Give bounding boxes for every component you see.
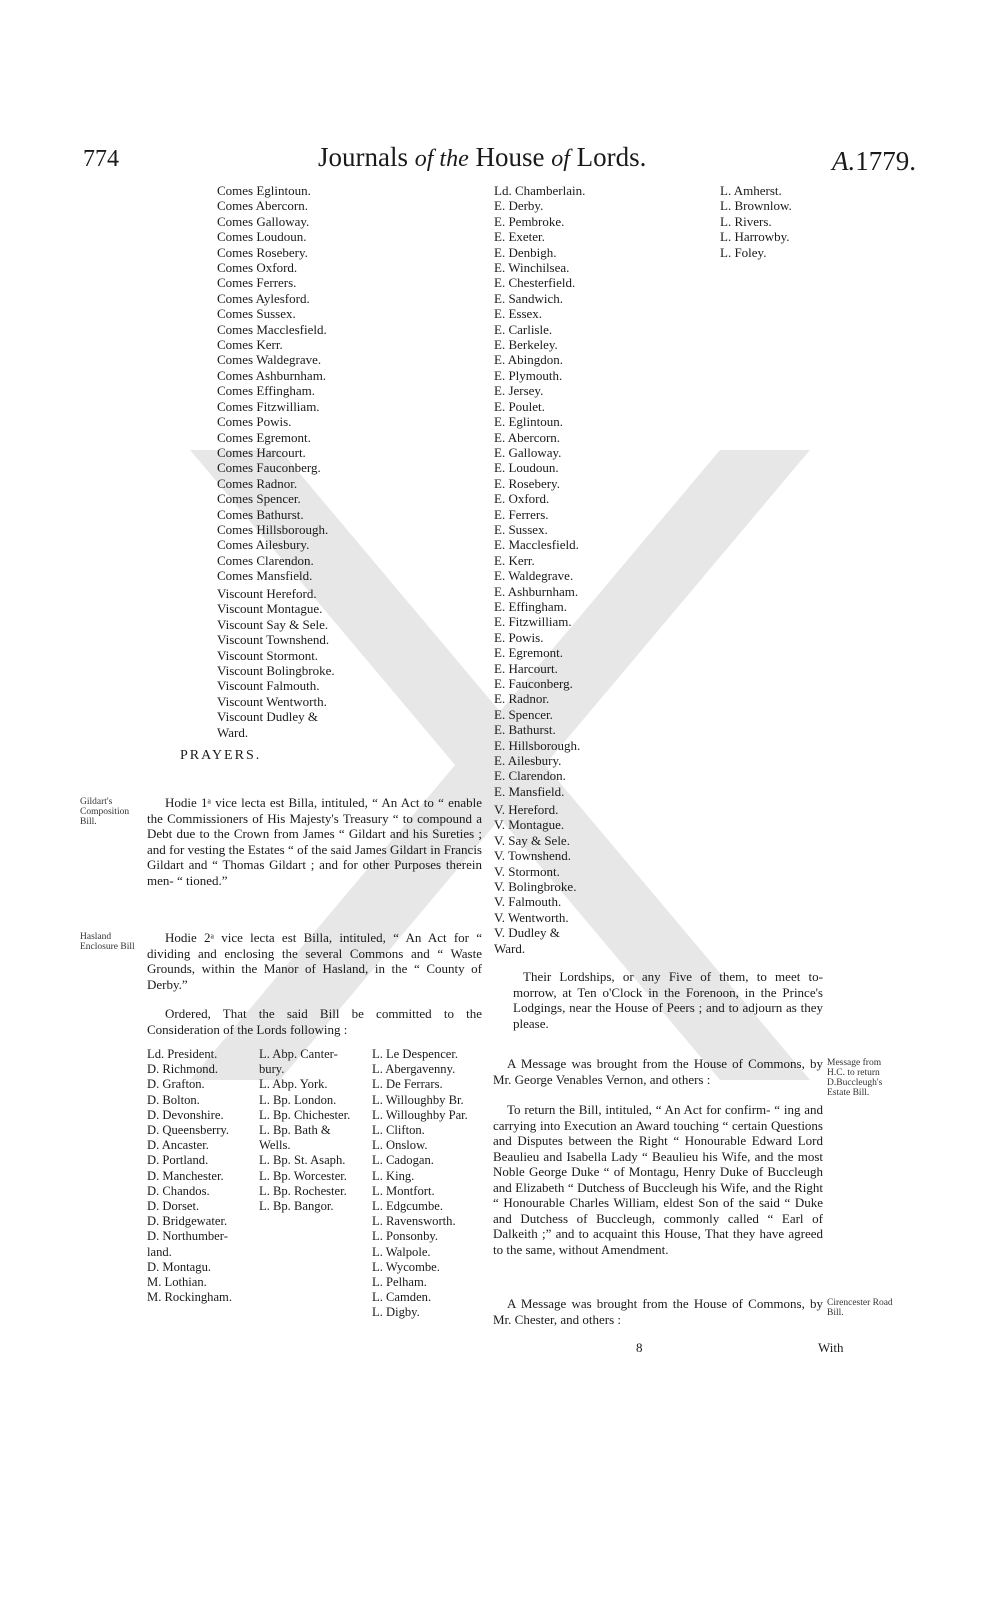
list-item: L. Bp. Worcester.: [259, 1168, 347, 1183]
list-item: L. Bp. Bangor.: [259, 1199, 334, 1214]
year-label: [832, 146, 916, 177]
list-item: Comes Powis.: [217, 414, 292, 430]
list-item: D. Bridgewater.: [147, 1214, 228, 1229]
list-item: Comes Ashburnham.: [217, 367, 327, 383]
column-1-viscount-list: [217, 586, 497, 740]
list-item: L. Willoughby Par.: [372, 1107, 468, 1122]
list-item: E. Loudoun.: [494, 460, 559, 476]
title-word-of: of: [551, 146, 570, 172]
list-item: land.: [147, 1244, 172, 1259]
list-item: D. Grafton.: [147, 1077, 205, 1092]
list-item: E. Fitzwilliam.: [494, 614, 572, 630]
list-item: Comes Eglintoun.: [217, 183, 311, 198]
list-item: E. Chesterfield.: [494, 275, 576, 291]
lords-list-c: [372, 1047, 492, 1321]
list-item: E. Sussex.: [494, 521, 548, 537]
list-item: Comes Oxford.: [217, 260, 298, 276]
list-item: Comes Sussex.: [217, 306, 296, 322]
signature-mark: 8: [636, 1340, 643, 1355]
list-item: Comes Waldegrave.: [217, 352, 322, 368]
list-item: Viscount Say & Sele.: [217, 616, 329, 632]
meet-paragraph: Their Lordships, or any Five of them, to meet to- morrow, at Ten o'Clock in the Forenoon, in the Prince's Lodgings, near the House of Peers ; and to adjourn as they please.: [513, 969, 823, 1031]
list-item: D. Ancaster.: [147, 1138, 209, 1153]
list-item: L. Ponsonby.: [372, 1229, 439, 1244]
list-item: V. Bolingbroke.: [494, 879, 577, 895]
list-item: L. Montfort.: [372, 1183, 435, 1198]
list-item: D. Chandos.: [147, 1183, 210, 1198]
list-item: D. Dorset.: [147, 1199, 200, 1214]
list-item: L. Walpole.: [372, 1244, 431, 1259]
list-item: E. Sandwich.: [494, 290, 563, 306]
list-item: Viscount Hereford.: [217, 586, 317, 601]
list-item: Comes Mansfield.: [217, 568, 313, 584]
list-item: E. Clarendon.: [494, 768, 566, 784]
list-item: M. Lothian.: [147, 1275, 207, 1290]
list-item: Viscount Bolingbroke.: [217, 663, 335, 679]
list-item: E. Waldegrave.: [494, 568, 574, 584]
margin-note-cirencester: Cirencester Road Bill.: [827, 1298, 893, 1318]
list-item: E. Harcourt.: [494, 660, 558, 676]
list-item: D. Northumber-: [147, 1229, 228, 1244]
list-item: Comes Fauconberg.: [217, 460, 321, 476]
list-item: E. Berkeley.: [494, 337, 558, 353]
margin-note-buccleugh: Message from H.C. to return D.Buccleugh's Estate Bill.: [827, 1058, 883, 1098]
list-item: Comes Ailesbury.: [217, 537, 310, 553]
title-word-house: House: [475, 142, 545, 172]
list-item: Wells.: [259, 1138, 291, 1153]
list-item: L. Pelham.: [372, 1275, 427, 1290]
list-item: Comes Effingham.: [217, 383, 315, 399]
list-item: Ward.: [494, 940, 526, 956]
list-item: E. Mansfield.: [494, 783, 565, 799]
list-item: L. Rivers.: [720, 213, 772, 229]
list-item: E. Radnor.: [494, 691, 550, 707]
list-item: E. Macclesfield.: [494, 537, 579, 553]
list-item: L. Clifton.: [372, 1123, 425, 1138]
list-item: E. Ferrers.: [494, 506, 549, 522]
list-item: E. Ashburnham.: [494, 583, 579, 599]
list-item: L. Willoughby Br.: [372, 1092, 464, 1107]
hasland-bill-paragraph: Hodie 2ᵃ vice lecta est Billa, intituled, “ An Act for “ dividing and enclosing the several Commons and “ Waste Grounds, within the Manor of Hasland, in the “ County of Derby.”: [147, 930, 482, 992]
list-item: D. Bolton.: [147, 1092, 200, 1107]
list-item: V. Stormont.: [494, 863, 560, 879]
lords-list-a: [147, 1047, 257, 1305]
list-item: D. Richmond.: [147, 1062, 219, 1077]
list-item: L. Camden.: [372, 1290, 432, 1305]
list-item: Viscount Dudley &: [217, 709, 319, 725]
list-item: E. Oxford.: [494, 491, 550, 507]
column-3-lords-list: [720, 183, 920, 260]
column-1-comes-list: [217, 183, 497, 584]
list-item: E. Spencer.: [494, 706, 553, 722]
list-item: L. De Ferrars.: [372, 1077, 443, 1092]
column-2-earls-list: [494, 183, 734, 799]
list-item: E. Jersey.: [494, 383, 544, 399]
list-item: Comes Aylesford.: [217, 290, 310, 306]
list-item: Comes Galloway.: [217, 213, 310, 229]
column-2-viscount-list: [494, 802, 734, 956]
list-item: L. Wycombe.: [372, 1259, 440, 1274]
title-word-of-the: of the: [414, 146, 469, 172]
list-item: D. Queensberry.: [147, 1123, 230, 1138]
title-word-journals: Journals: [318, 142, 408, 172]
list-item: L. Foley.: [720, 244, 767, 260]
list-item: E. Effingham.: [494, 598, 568, 614]
title-word-lords: Lords.: [576, 142, 647, 172]
list-item: E. Carlisle.: [494, 321, 553, 337]
list-item: E. Plymouth.: [494, 367, 563, 383]
list-item: L. Le Despencer.: [372, 1047, 459, 1061]
list-item: Viscount Townshend.: [217, 632, 330, 648]
list-item: Comes Abercorn.: [217, 198, 308, 214]
list-item: Comes Ferrers.: [217, 275, 297, 291]
list-item: D. Portland.: [147, 1153, 209, 1168]
list-item: Comes Kerr.: [217, 337, 283, 353]
list-item: E. Egremont.: [494, 645, 563, 661]
list-item: V. Dudley &: [494, 925, 560, 941]
list-item: V. Say & Sele.: [494, 832, 570, 848]
list-item: L. Abergavenny.: [372, 1062, 456, 1077]
list-item: Comes Bathurst.: [217, 506, 304, 522]
list-item: V. Falmouth.: [494, 894, 562, 910]
list-item: E. Rosebery.: [494, 475, 560, 491]
list-item: L. King.: [372, 1168, 415, 1183]
list-item: L. Bp. Chichester.: [259, 1107, 351, 1122]
list-item: Comes Harcourt.: [217, 444, 306, 460]
list-item: E. Derby.: [494, 198, 544, 214]
list-item: D. Montagu.: [147, 1259, 212, 1274]
list-item: Viscount Falmouth.: [217, 678, 320, 694]
list-item: L. Harrowby.: [720, 229, 790, 245]
list-item: Comes Spencer.: [217, 491, 301, 507]
list-item: V. Townshend.: [494, 848, 571, 864]
list-item: L. Bp. Bath &: [259, 1123, 331, 1138]
list-item: Comes Rosebery.: [217, 244, 308, 260]
list-item: E. Abingdon.: [494, 352, 563, 368]
list-item: L. Brownlow.: [720, 198, 792, 214]
list-item: E. Ailesbury.: [494, 753, 562, 769]
message-1-intro: A Message was brought from the House of Commons, by Mr. George Venables Vernon, and others :: [493, 1056, 823, 1087]
list-item: E. Poulet.: [494, 398, 545, 414]
list-item: E. Eglintoun.: [494, 414, 563, 430]
list-item: L. Bp. London.: [259, 1092, 337, 1107]
list-item: E. Essex.: [494, 306, 543, 322]
list-item: M. Rockingham.: [147, 1290, 233, 1305]
list-item: E. Pembroke.: [494, 213, 565, 229]
year-value: 1779.: [855, 146, 916, 176]
list-item: E. Powis.: [494, 629, 544, 645]
list-item: V. Hereford.: [494, 802, 559, 817]
list-item: V. Wentworth.: [494, 909, 569, 925]
list-item: E. Bathurst.: [494, 722, 556, 738]
page-number: 774: [83, 146, 119, 172]
list-item: L. Digby.: [372, 1305, 420, 1320]
list-item: E. Denbigh.: [494, 244, 557, 260]
list-item: D. Devonshire.: [147, 1107, 224, 1122]
list-item: E. Hillsborough.: [494, 737, 581, 753]
list-item: E. Galloway.: [494, 444, 562, 460]
list-item: V. Montague.: [494, 817, 565, 833]
list-item: Comes Fitzwilliam.: [217, 398, 320, 414]
lords-list-b: [259, 1047, 369, 1214]
ordered-paragraph: Ordered, That the said Bill be committed to the Consideration of the Lords following :: [147, 1006, 482, 1037]
list-item: Comes Macclesfield.: [217, 321, 327, 337]
list-item: L. Abp. York.: [259, 1077, 328, 1092]
list-item: L. Amherst.: [720, 183, 782, 198]
list-item: Viscount Stormont.: [217, 647, 319, 663]
list-item: D. Manchester.: [147, 1168, 224, 1183]
list-item: Ward.: [217, 724, 249, 740]
list-item: L. Bp. St. Asaph.: [259, 1153, 346, 1168]
list-item: L. Cadogan.: [372, 1153, 434, 1168]
list-item: Comes Clarendon.: [217, 552, 314, 568]
list-item: Viscount Montague.: [217, 601, 323, 617]
list-item: E. Exeter.: [494, 229, 545, 245]
running-title: [318, 142, 646, 173]
list-item: L. Ravensworth.: [372, 1214, 456, 1229]
list-item: Ld. President.: [147, 1047, 218, 1061]
list-item: Comes Radnor.: [217, 475, 298, 491]
list-item: E. Abercorn.: [494, 429, 561, 445]
margin-note-gildart: Gildart's Composition Bill.: [80, 797, 130, 827]
list-item: L. Abp. Canter-: [259, 1047, 338, 1061]
list-item: E. Fauconberg.: [494, 676, 573, 691]
list-item: Comes Egremont.: [217, 429, 311, 445]
list-item: E. Winchilsea.: [494, 260, 570, 276]
message-2-intro: A Message was brought from the House of Commons, by Mr. Chester, and others :: [493, 1296, 823, 1327]
catchword: With: [818, 1340, 844, 1355]
page-header: [0, 142, 992, 186]
list-item: Ld. Chamberlain.: [494, 183, 586, 198]
list-item: Comes Loudoun.: [217, 229, 307, 245]
list-item: L. Edgcumbe.: [372, 1199, 443, 1214]
year-prefix: A.: [832, 146, 856, 176]
prayers-heading: PRAYERS.: [180, 748, 262, 763]
list-item: E. Kerr.: [494, 552, 535, 568]
list-item: Viscount Wentworth.: [217, 693, 327, 709]
list-item: Comes Hillsborough.: [217, 521, 329, 537]
list-item: bury.: [259, 1062, 285, 1077]
list-item: L. Onslow.: [372, 1138, 428, 1153]
margin-note-hasland: Hasland Enclosure Bill: [80, 932, 135, 952]
list-item: L. Bp. Rochester.: [259, 1183, 347, 1198]
message-1-body: To return the Bill, intituled, “ An Act for confirm- “ ing and carrying into Execution an Award touching “ certain Questions and Disputes between the Right “ Honourable Edward Lord Beaulieu and Isabella Lady “ Beaulieu his Wife, and the most Noble George Duke “ of Montagu, Henry Duke of Buccleugh and Elizabeth “ Dutchess of Buccleugh his Wife, and the Right “ Honourable Charles William, eldest Son of the said “ Duke and Dutchess of Buccleugh, commonly called “ Earl of Dalkeith ;” and to acquaint this House, That they have agreed to the same, without Amendment.: [493, 1102, 823, 1257]
gildart-bill-paragraph: Hodie 1ᵃ vice lecta est Billa, intituled, “ An Act to “ enable the Commissioners of His Majesty's Treasury “ to compound a Debt due to the Crown from James “ Gildart and his Sureties ; and for vesting the Estates “ of the said James Gildart in Francis Gildart and “ Thomas Gildart ; and for other Purposes therein men- “ tioned.”: [147, 795, 482, 888]
